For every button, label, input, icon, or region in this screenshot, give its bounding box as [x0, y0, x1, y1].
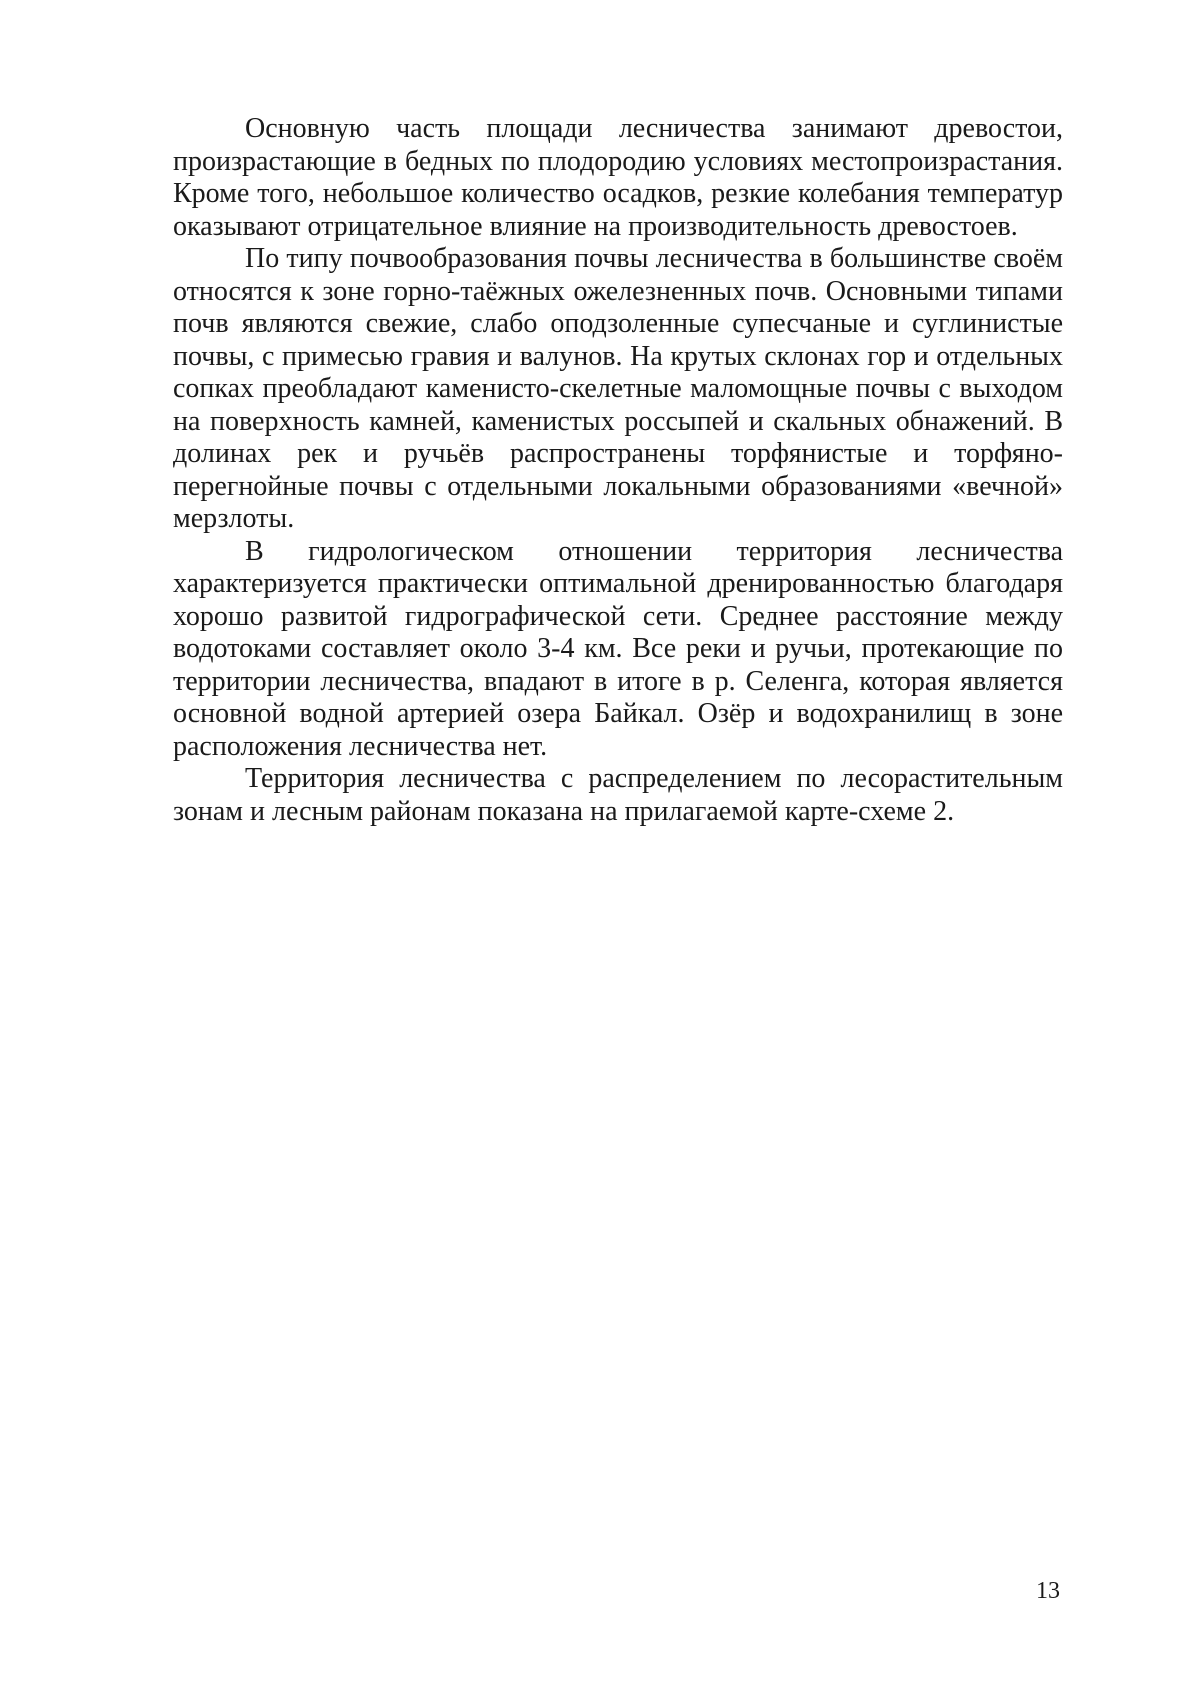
page-number: 13 — [1036, 1578, 1060, 1604]
paragraph-soils: По типу почвообразования почвы лесничества в большинстве своём относятся к зоне горно-таёжных ожелезненных почв. Основными типами почв являются свежие, слабо оподзоленные супесчаные и суглинистые почвы, с примесью гравия и валунов. На крутых склонах гор и отдельных сопках преобладают каменисто-скелетные маломощные почвы с выходом на поверхность камней, каменистых россыпей и скальных обнажений. В долинах рек и ручьёв распространены торфянистые и торфяно-перегнойные почвы с отдельными локальными образованиями «вечной» мерзлоты. — [173, 243, 1063, 534]
paragraph-forest-stands: Основную часть площади лесничества занимают древостои, произрастающие в бедных по плодородию условиях местопроизрастания. Кроме того, небольшое количество осадков, резкие колебания температур оказывают отрицательное влияние на производительность древостоев. — [173, 113, 1063, 242]
paragraph-hydrology: В гидрологическом отношении территория лесничества характеризуется практически оптимальной дренированностью благодаря хорошо развитой гидрографической сети. Среднее расстояние между водотоками составляет около 3-4 км. Все реки и ручьи, протекающие по территории лесничества, впадают в итоге в р. Селенга, которая является основной водной артерией озера Байкал. Озёр и водохранилищ в зоне расположения лесничества нет. — [173, 535, 1063, 762]
body-text — [173, 113, 1063, 828]
paragraph-territory-map: Территория лесничества с распределением по лесорастительным зонам и лесным районам показана на прилагаемой карте-схеме 2. — [173, 763, 1063, 827]
